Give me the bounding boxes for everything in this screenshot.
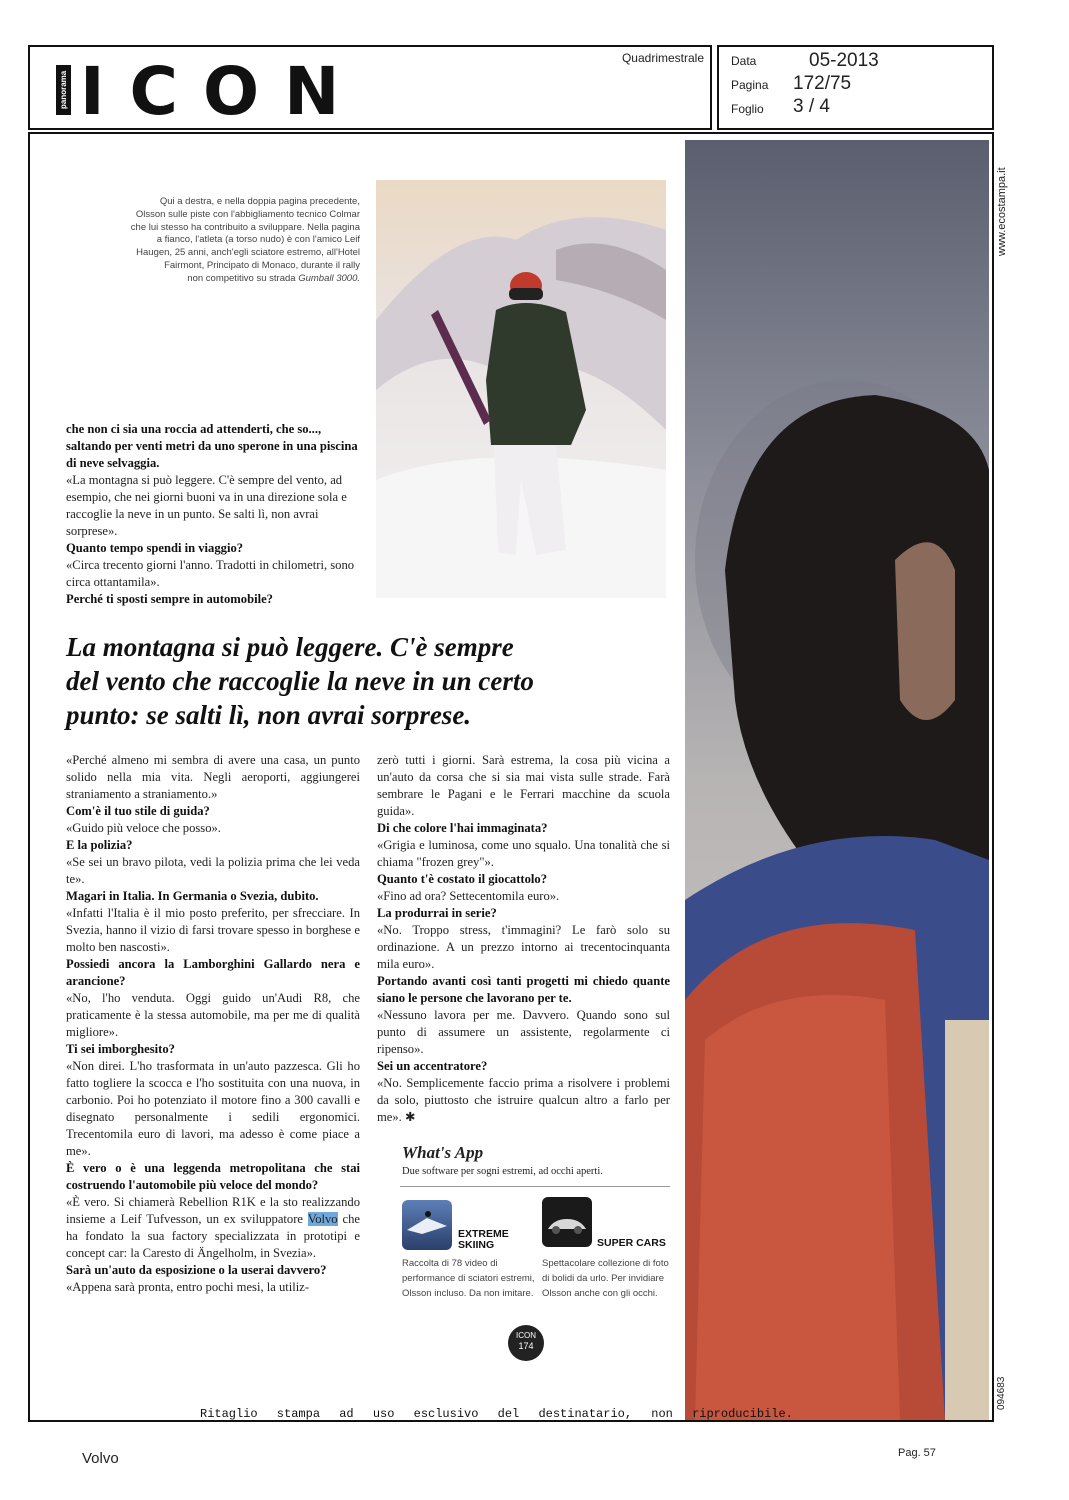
source-url: www.ecostampa.it [996,167,1008,256]
highlighted-keyword: Volvo [307,1212,338,1226]
answer: «Infatti l'Italia è il mio posto preferito, per sfrecciare. In Svezia, hanno il vizio di farsi trovare spesso in borghese e molto ben nascosti». [66,906,360,954]
divider [400,1186,670,1187]
answer: «Grigia e luminosa, come uno squalo. Una tonalità che si chiama "frozen grey"». [377,838,670,869]
client-name: Volvo [82,1450,119,1467]
app-desc-line: di bolidi da urlo. Per invidiare [542,1273,664,1284]
sheet-label: Foglio [731,102,764,116]
intro-bold: che non ci sia una roccia ad attenderti, che so..., saltando per venti metri da uno sperone in una piscina di neve selvaggia. [66,422,358,470]
question: Perché ti sposti sempre in automobile? [66,592,273,606]
question: Di che colore l'hai immaginata? [377,821,548,835]
answer: «No. Troppo stress, t'immagini? Le farò solo su ordinazione. A un prezzo intorno ai trecentocinquanta mila euro». [377,923,670,971]
paragraph: «La montagna si può leggere. C'è sempre del vento, ad esempio, che nei giorni buoni va in una direzione sola e raccoglie la neve in un punto. Se salti lì, non avrai sorprese». [66,473,347,538]
answer: «Guido più veloce che posso». [66,821,221,835]
portrait-photo [685,140,989,1420]
answer: «Se sei un bravo pilota, vedi la polizia prima che lei veda te». [66,855,360,886]
answer: «Non direi. L'ho trasformata in un'auto pazzesca. Gli ho fatto togliere la scocca e l'ho sostituita con una nuova, in carbonio. Poi ho potenziato il motore fino a 300 cavalli e disegnato personalmente i sedili ergonomici. Trecentomila euro di lavori, ma adesso è come piace a me». [66,1059,360,1158]
pull-quote: La montagna si può leggere. C'è sempre del vento che raccoglie la neve in un certo punto: se salti lì, non avrai sorprese. [66,632,534,730]
question: Sarà un'auto da esposizione o la userai davvero? [66,1263,327,1277]
panorama-label: panorama [56,65,71,115]
column-2 [377,752,670,1126]
caption-line [120,273,360,286]
app-desc-line: Spettacolare collezione di foto [542,1258,669,1269]
question: Portando avanti così tanti progetti mi chiedo quante siano le persone che lavorano per te. [377,974,670,1005]
folio-logo: ICON [516,1331,536,1340]
frequency: Quadrimestrale [621,51,704,65]
caption-line: a fianco, l'atleta (a torso nudo) è con l'amico Leif [156,234,360,246]
app-name [458,1229,509,1251]
caption-text: non competitivo su strada [187,272,296,284]
answer: «Appena sarà pronta, entro pochi mesi, la utiliz- [66,1280,310,1294]
issue-info [717,45,994,130]
question: È vero o è una leggenda metropolitana che stai costruendo l'automobile più veloce del mondo? [66,1161,360,1192]
date-value: 05-2013 [809,50,879,71]
page-label: Pagina [731,78,769,92]
caption-line: Fairmont, Principato di Monaco, durante il rally [164,259,360,271]
whats-app-subtitle: Due software per sogni estremi, ad occhi aperti. [402,1166,603,1177]
answer: zerò tutti i giorni. Sarà estrema, la cosa più vicina a un'auto da corsa che si sia mai vista sulle strade. Farà sembrare le Pagani e le Ferrari macchine da scuola guida». [377,753,670,818]
question: E la polizia? [66,838,133,852]
answer: «Fino ad ora? Settecentomila euro». [377,889,560,903]
page-value: 172/75 [793,73,852,94]
caption-line: Haugen, 25 anni, anch'egli sciatore estremo, all'Hotel [136,247,360,259]
page-number: Pag. 57 [898,1447,936,1459]
answer: «Nessuno lavora per me. Davvero. Quando sono sul punto di assumere un assistente, regolarmente ci ripenso». [377,1008,670,1056]
answer [66,1194,360,1262]
app-description [402,1256,537,1301]
answer: «Perché almeno mi sembra di avere una casa, un punto solido nella mia vita. Negli aeroporti, aggiungerei straniamento a straniamento.» [66,753,360,801]
answer-text: che ha fondato la sua factory specializzata in prototipi e concept car: la Caresto di Ängelholm, in Svezia». [66,1212,361,1260]
caption-line: Olsson sulle piste con l'abbigliamento tecnico Colmar [135,208,360,220]
clip-code: 094683 [996,1376,1007,1410]
app-desc-line: performance di sciatori estremi, [402,1273,535,1284]
page-folio [508,1325,544,1361]
answer-text: «È vero. Si chiamerà Rebellion R1K e la sto realizzando insieme a Leif Tufvesson, un ex sviluppatore [66,1195,360,1226]
caption-line: che lui stesso ha contribuito a sviluppare. Nella pagina [130,221,360,233]
app-desc-line: Olsson incluso. Da non imitare. [402,1288,534,1299]
whats-app-title: What's App [402,1143,484,1162]
column-1 [66,752,360,1296]
app-name: SUPER CARS [597,1237,666,1249]
caption-line: Qui a destra, e nella doppia pagina precedente, [159,196,360,207]
question: Quanto t'è costato il giocattolo? [377,872,547,886]
skier-photo [376,180,666,598]
upper-text [66,421,360,608]
date-label: Data [731,54,757,68]
app-description [542,1256,677,1301]
app-desc-line: Olsson anche con gli occhi. [542,1288,658,1299]
caption-italic: Gumball 3000. [298,272,360,284]
sheet-value: 3 / 4 [793,96,830,117]
extreme-skiing-app-icon [402,1200,452,1250]
answer: «Circa trecento giorni l'anno. Tradotti in chilometri, sono circa ottantamila». [66,558,355,589]
folio-number: 174 [518,1341,534,1351]
app-desc-line: Raccolta di 78 video di [402,1258,498,1269]
app-name-line: EXTREME [458,1228,509,1240]
question: Possiedi ancora la Lamborghini Gallardo nera e arancione? [66,957,360,988]
photo-caption [120,196,360,286]
masthead [28,45,712,130]
app-name-line: SKIING [458,1239,495,1251]
icon-logo: ICON [80,53,365,130]
question: Com'è il tuo stile di guida? [66,804,210,818]
question: Quanto tempo spendi in viaggio? [66,541,244,555]
question: Ti sei imborghesito? [66,1042,175,1056]
answer: «No. Semplicemente faccio prima a risolvere i problemi da solo, piuttosto che istruire qualcun altro a farlo per me». ✱ [377,1076,670,1124]
super-cars-app-icon [542,1197,592,1247]
clipping-notice: Ritaglio stampa ad uso esclusivo del destinatario, non riproducibile. [200,1407,793,1421]
question: Sei un accentratore? [377,1059,488,1073]
answer: «No, l'ho venduta. Oggi guido un'Audi R8, che praticamente è la stessa automobile, ma per me di qualità migliore». [66,991,360,1039]
question: Magari in Italia. In Germania o Svezia, dubito. [66,889,319,903]
question: La produrrai in serie? [377,906,497,920]
